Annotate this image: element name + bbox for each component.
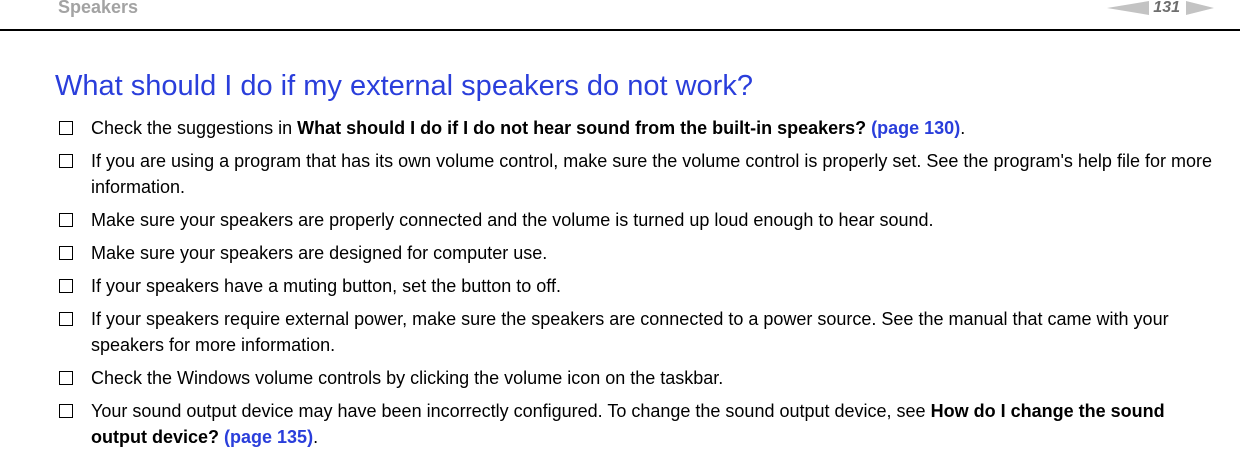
checklist-item [57,207,1217,233]
checkbox-icon [59,312,73,326]
item-bold-reference: How do I change the sound output device? [91,401,1165,447]
checkbox-icon [59,246,73,260]
checkbox-icon [59,371,73,385]
section-title: Speakers [58,0,139,17]
page-link[interactable]: (page 135) [224,427,314,447]
page-link[interactable]: (page 130) [871,118,961,138]
checklist-item [57,148,1217,200]
item-bold-reference: What should I do if I do not hear sound from the built-in speakers? [297,118,867,138]
item-text: Check the suggestions in [91,118,298,138]
checklist-item [57,365,1217,391]
item-punctuation: . [960,118,966,138]
page-heading: What should I do if my external speakers do not work? [55,70,753,102]
item-text: Your sound output device may have been incorrectly configured. To change the sound output device, see [91,401,931,421]
checklist [57,115,1217,457]
checklist-item [57,115,1217,141]
checklist-item-text [91,398,1217,450]
next-page-arrow-icon[interactable] [1186,1,1214,15]
header-divider [0,29,1240,31]
item-punctuation: . [313,427,319,447]
checklist-item [57,240,1217,266]
checkbox-icon [59,404,73,418]
page-navigation [1107,0,1214,19]
checklist-item-text: Check the Windows volume controls by clicking the volume icon on the taskbar. [91,368,724,388]
previous-page-arrow-icon[interactable] [1107,1,1149,15]
checklist-item-text: Make sure your speakers are designed for computer use. [91,243,548,263]
page-number: 131 [1153,0,1180,16]
checklist-item [57,398,1217,450]
checklist-item [57,273,1217,299]
checkbox-icon [59,154,73,168]
checklist-item-text: Make sure your speakers are properly connected and the volume is turned up loud enough to hear sound. [91,210,934,230]
checkbox-icon [59,279,73,293]
checkbox-icon [59,121,73,135]
checklist-item-text: If you are using a program that has its own volume control, make sure the volume control is properly set. See the program's help file for more information. [91,151,1212,197]
checklist-item-text [91,115,1217,141]
checklist-item-text: If your speakers have a muting button, set the button to off. [91,276,561,296]
checklist-item-text: If your speakers require external power, make sure the speakers are connected to a power source. See the manual that came with your speakers for more information. [91,309,1169,355]
checkbox-icon [59,213,73,227]
checklist-item [57,306,1217,358]
